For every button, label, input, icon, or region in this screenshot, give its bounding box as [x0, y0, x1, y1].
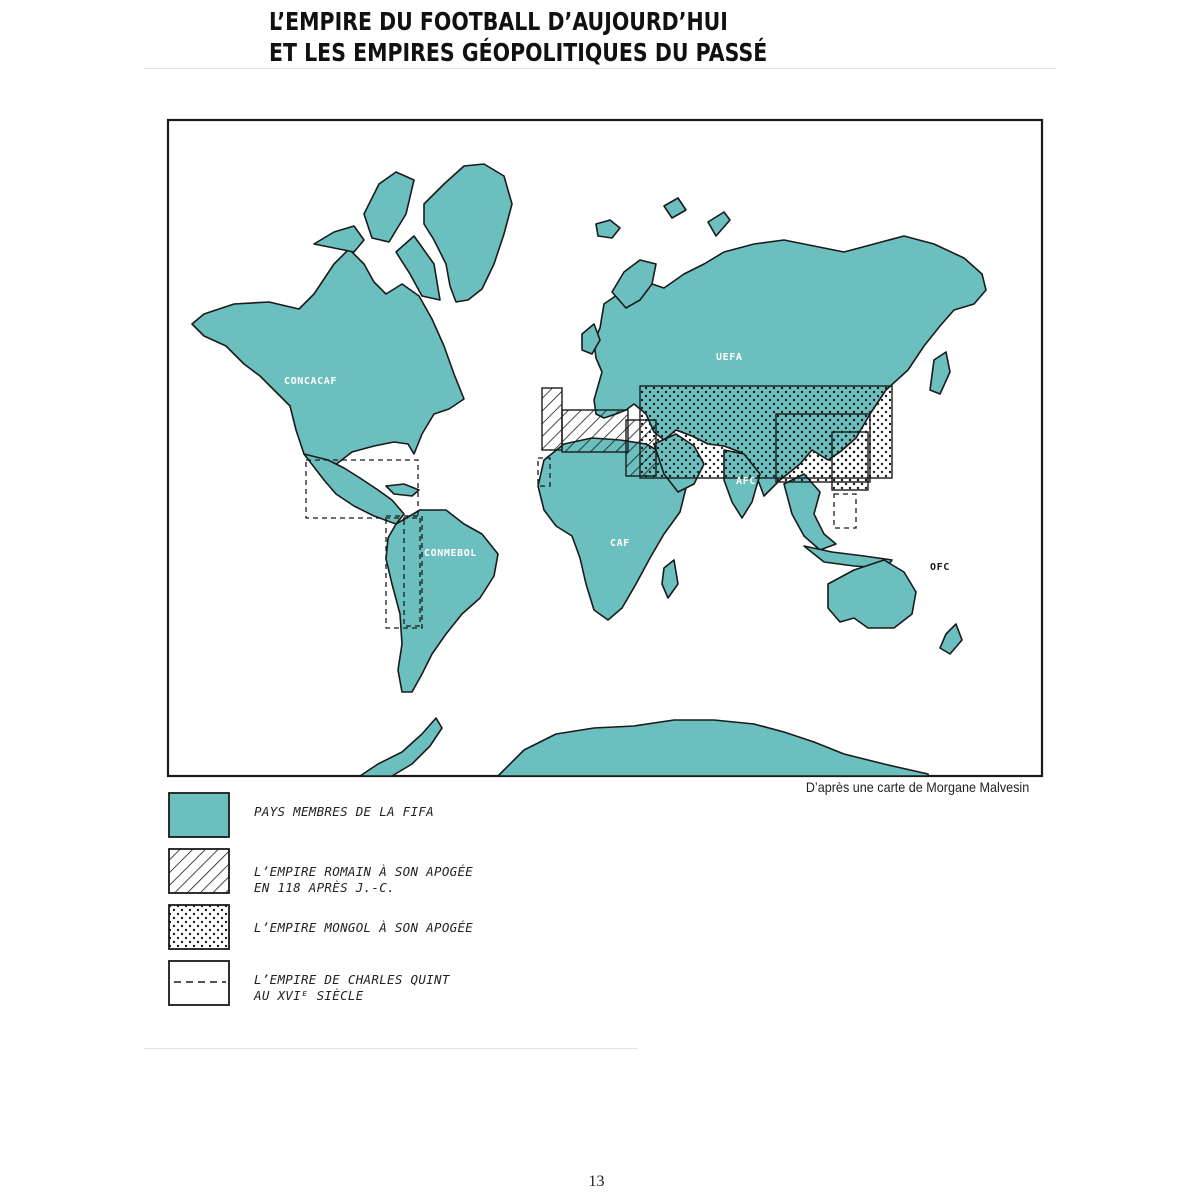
label-conmebol: CONMEBOL — [424, 548, 477, 559]
world-map — [164, 114, 1046, 780]
label-afc: AFC — [736, 476, 756, 487]
legend-label-charles-quint-empire: L’EMPIRE DE CHARLES QUINT AU XVIᴱ SIÈCLE — [254, 972, 450, 1003]
legend-swatch-dots — [168, 904, 230, 950]
roman-empire-iberia — [542, 388, 562, 450]
page-number: 13 — [588, 1173, 605, 1190]
legend-swatch-hatch — [168, 848, 230, 894]
title-line-2: ET LES EMPIRES GÉOPOLITIQUES DU PASSÉ — [269, 38, 768, 67]
legend-label-fifa-members: PAYS MEMBRES DE LA FIFA — [254, 804, 434, 819]
page-title — [269, 6, 767, 68]
legend-swatch-dashes — [168, 960, 230, 1006]
legend-divider — [144, 1048, 638, 1049]
legend-swatch-fill — [168, 792, 230, 838]
label-uefa: UEFA — [716, 352, 743, 363]
legend-label-mongol-empire: L’EMPIRE MONGOL À SON APOGÉE — [254, 920, 474, 935]
label-concacaf: CONCACAF — [284, 376, 337, 387]
label-ofc: OFC — [930, 562, 950, 573]
map-credit: D’après une carte de Morgane Malvesin — [805, 779, 1029, 795]
roman-empire-mediterranean — [562, 410, 628, 452]
label-caf: CAF — [610, 538, 630, 549]
mongol-empire-korea — [832, 432, 868, 490]
title-divider — [144, 68, 1056, 69]
mongol-empire-zone — [640, 386, 892, 490]
legend-label-roman-empire: L’EMPIRE ROMAIN À SON APOGÉE EN 118 APRÈS J.-C. — [254, 864, 474, 895]
title-line-1: L’EMPIRE DU FOOTBALL D’AUJOURD’HUI — [269, 7, 728, 36]
